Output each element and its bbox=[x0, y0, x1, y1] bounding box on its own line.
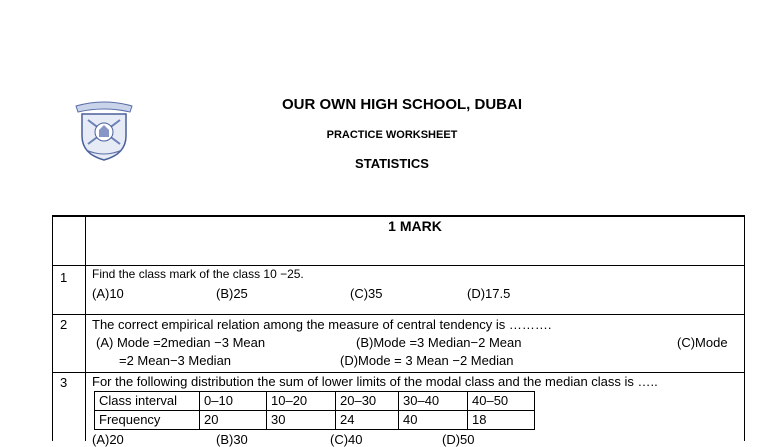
table-cell: 24 bbox=[336, 411, 399, 430]
question-number: 2 bbox=[60, 317, 68, 332]
question-text: For the following distribution the sum of lower limits of the modal class and the median class is ….. bbox=[92, 374, 658, 389]
table-cell: 40–50 bbox=[468, 392, 535, 411]
column-divider bbox=[85, 215, 86, 441]
option-c: (C)35 bbox=[350, 286, 383, 301]
option-d: (D)50 bbox=[442, 432, 475, 447]
table-cell: Class interval bbox=[95, 392, 200, 411]
table-cell: 20 bbox=[200, 411, 267, 430]
worksheet-type: PRACTICE WORKSHEET bbox=[326, 129, 458, 141]
question-number: 3 bbox=[60, 375, 68, 390]
table-border-right bbox=[744, 215, 745, 441]
question-text: The correct empirical relation among the measure of central tendency is ………. bbox=[92, 317, 552, 332]
table-cell: 30–40 bbox=[399, 392, 468, 411]
table-row bbox=[95, 392, 535, 411]
subject-title: STATISTICS bbox=[355, 156, 429, 171]
table-cell: 40 bbox=[399, 411, 468, 430]
table-cell: 10–20 bbox=[267, 392, 336, 411]
table-border-left bbox=[52, 215, 53, 441]
option-c: (C)Mode bbox=[677, 335, 728, 350]
table-cell: 20–30 bbox=[336, 392, 399, 411]
row-divider-3 bbox=[52, 372, 745, 373]
option-a: (A) Mode =2median −3 Mean bbox=[96, 335, 266, 350]
table-cell: 30 bbox=[267, 411, 336, 430]
question-number: 1 bbox=[60, 270, 68, 285]
table-cell: Frequency bbox=[95, 411, 200, 430]
option-c: (C)40 bbox=[330, 432, 363, 447]
option-d: (D)17.5 bbox=[467, 286, 511, 301]
section-title: 1 MARK bbox=[388, 218, 442, 234]
row-divider-1 bbox=[52, 265, 745, 266]
question-text: Find the class mark of the class 10 −25. bbox=[92, 267, 304, 281]
row-divider-2 bbox=[52, 314, 745, 315]
option-a: (A)20 bbox=[92, 432, 124, 447]
option-d: (D)Mode = 3 Mean −2 Median bbox=[340, 353, 514, 368]
option-a: (A)10 bbox=[92, 286, 124, 301]
school-name: OUR OWN HIGH SCHOOL, DUBAI bbox=[282, 96, 522, 113]
option-b: (B)30 bbox=[216, 432, 248, 447]
frequency-distribution-table bbox=[94, 391, 535, 430]
table-border-top bbox=[52, 215, 745, 217]
option-c-continued: =2 Mean−3 Median bbox=[119, 353, 232, 368]
option-b: (B)Mode =3 Median−2 Mean bbox=[356, 335, 522, 350]
table-cell: 0–10 bbox=[200, 392, 267, 411]
table-row bbox=[95, 411, 535, 430]
option-b: (B)25 bbox=[216, 286, 248, 301]
table-cell: 18 bbox=[468, 411, 535, 430]
